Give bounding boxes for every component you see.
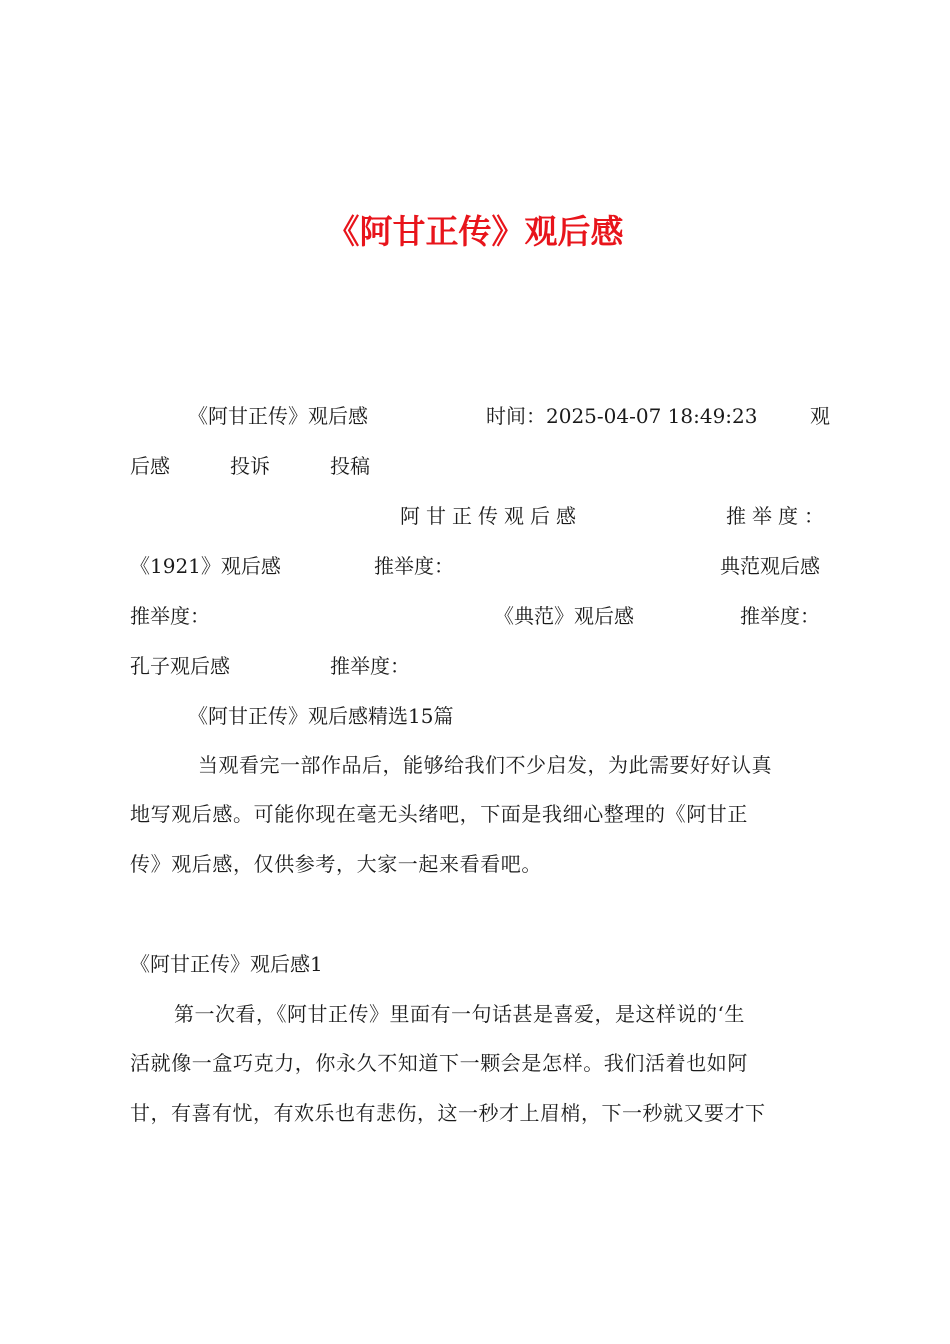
- meta-category-part2[interactable]: 后感: [130, 454, 170, 478]
- collection-title: 《阿甘正传》观后感精选15篇: [188, 704, 454, 728]
- recommend-score-label: 推举度：: [130, 604, 210, 628]
- document-title: 《阿甘正传》观后感: [326, 212, 624, 251]
- recommend-score-label: 推举度：: [374, 554, 454, 578]
- section-line: 第一次看，《阿甘正传》里面有一句话甚是喜爱，是这样说的‘生: [174, 1002, 745, 1026]
- meta-category-part1[interactable]: 观: [810, 404, 830, 428]
- intro-line: 地写观后感。可能你现在毫无头绪吧，下面是我细心整理的《阿甘正: [130, 802, 748, 826]
- section-heading: 《阿甘正传》观后感1: [130, 952, 323, 976]
- intro-line: 传》观后感，仅供参考，大家一起来看看吧。: [130, 852, 542, 876]
- complaint-link[interactable]: 投诉: [230, 454, 270, 478]
- recommend-item[interactable]: 《1921》观后感: [130, 554, 281, 578]
- section-line: 甘，有喜有忧，有欢乐也有悲伤，这一秒才上眉梢，下一秒就又要才下: [130, 1101, 766, 1125]
- submit-link[interactable]: 投稿: [330, 454, 370, 478]
- recommend-score-label: 推举度：: [740, 604, 820, 628]
- recommend-item[interactable]: 典范观后感: [720, 554, 820, 578]
- meta-timestamp: 时间：2025-04-07 18:49:23: [486, 404, 758, 428]
- intro-line: 当观看完一部作品后，能够给我们不少启发，为此需要好好认真: [198, 753, 772, 777]
- meta-article-name: 《阿甘正传》观后感: [188, 404, 368, 428]
- recommend-item[interactable]: 孔子观后感: [130, 654, 230, 678]
- section-line: 活就像一盒巧克力，你永久不知道下一颗会是怎样。我们活着也如阿: [130, 1051, 748, 1075]
- recommend-item[interactable]: 《典范》观后感: [494, 604, 634, 628]
- recommend-heading: 阿甘正传观后感: [400, 504, 582, 528]
- recommend-score-label: 推举度：: [330, 654, 410, 678]
- recommend-score-label: 推举度：: [726, 504, 830, 528]
